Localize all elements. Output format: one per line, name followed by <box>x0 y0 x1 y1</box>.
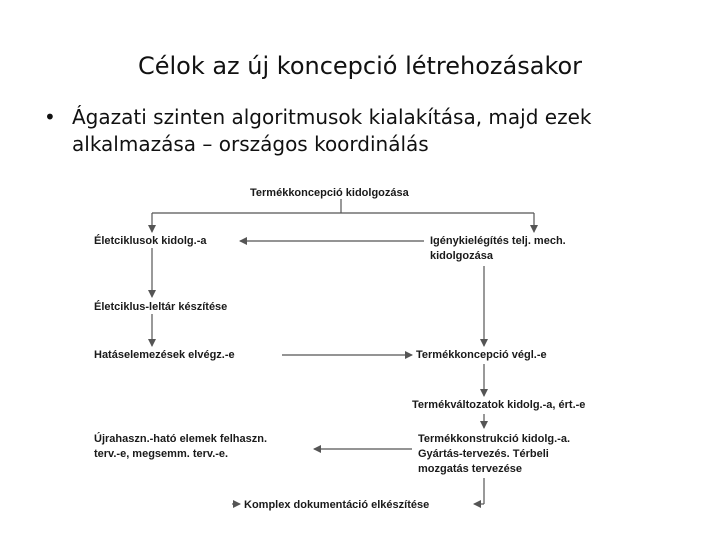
node-reuse-line-2: terv.-e, megsemm. terv.-e. <box>94 448 229 460</box>
node-construction-line-3: mozgatás tervezése <box>418 463 522 475</box>
node-product-construction <box>418 432 570 477</box>
node-reuse-line-1: Újrahaszn.-ható elemek felhaszn. <box>94 433 267 445</box>
node-construction-line-1: Termékkonstrukció kidolg.-a. <box>418 433 571 445</box>
node-impact-analysis: Hatáselemezések elvégz.-e <box>94 349 235 361</box>
node-lifecycle-development: Életciklusok kidolg.-a <box>94 235 207 247</box>
node-documentation: Komplex dokumentáció elkészítése <box>244 499 430 511</box>
node-needs-mechanism <box>430 234 566 264</box>
slide-title: Célok az új koncepció létrehozásakor <box>137 52 583 80</box>
node-concept-finalization: Termékkoncepció végl.-e <box>416 349 547 361</box>
node-reusable-elements <box>94 432 267 462</box>
node-needs-line-2: kidolgozása <box>430 250 493 262</box>
node-construction-line-2: Gyártás-tervezés. Térbeli <box>418 448 549 460</box>
bullet-line-2: alkalmazása – országos koordinálás <box>72 132 429 156</box>
node-needs-line-1: Igénykielégítés telj. mech. <box>430 235 566 247</box>
node-lifecycle-inventory: Életciklus-leltár készítése <box>94 301 228 313</box>
node-product-concept: Termékkoncepció kidolgozása <box>250 187 409 199</box>
bullet-marker: • <box>44 105 56 129</box>
node-product-variants: Termékváltozatok kidolg.-a, ért.-e <box>412 399 586 411</box>
bullet-line-1: Ágazati szinten algoritmusok kialakítása, majd ezek <box>72 105 592 129</box>
